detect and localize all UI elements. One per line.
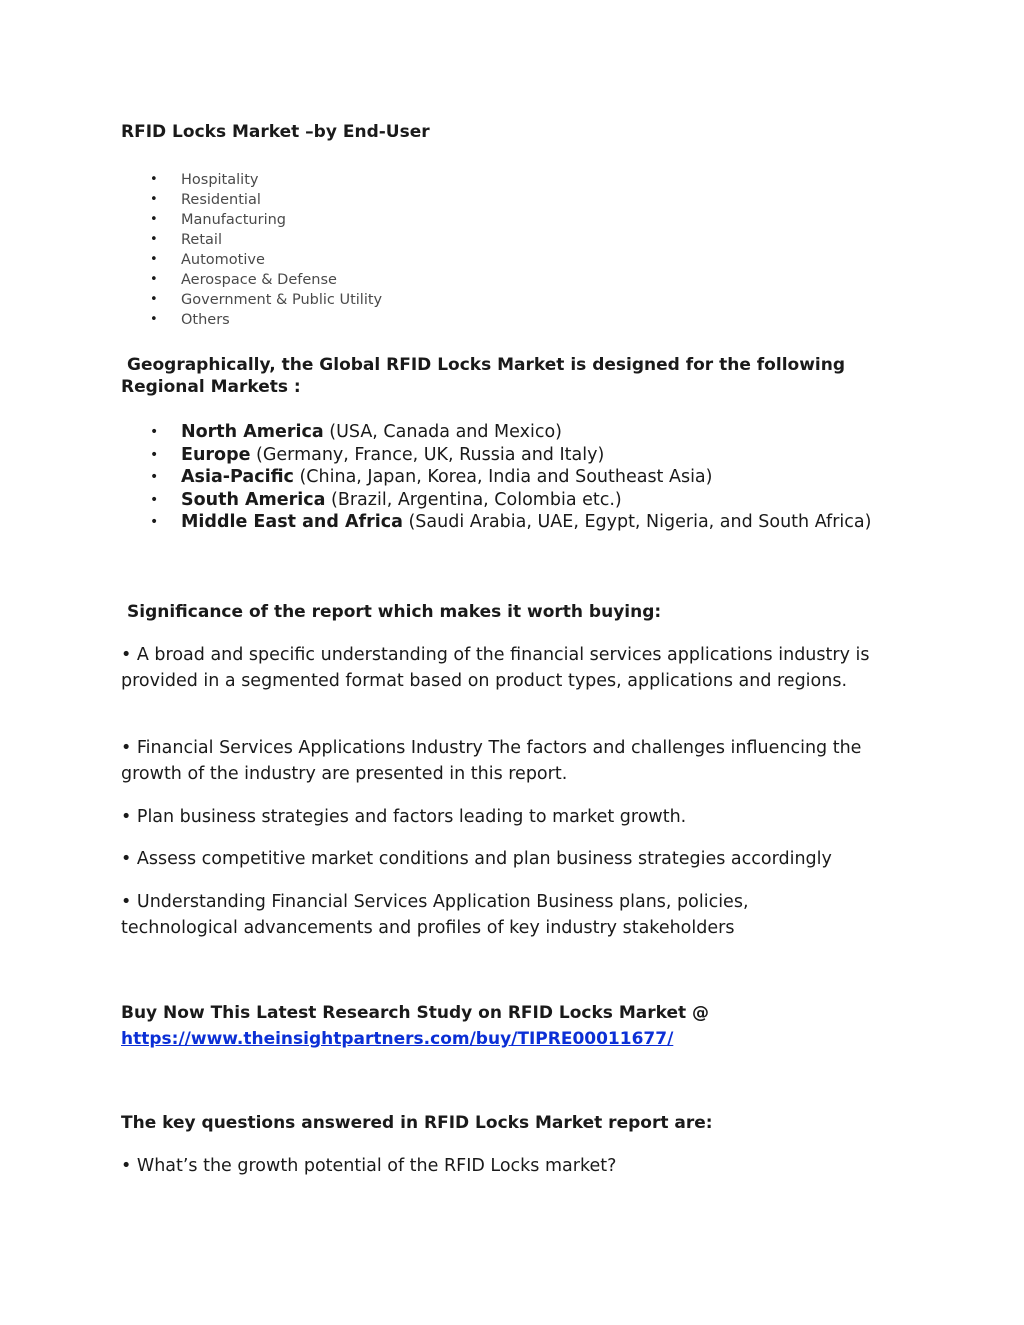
- bullet: •: [150, 292, 158, 307]
- end-user-heading: RFID Locks Market –by End-User: [121, 122, 430, 142]
- bullet: •: [150, 212, 158, 227]
- bullet: •: [150, 192, 158, 207]
- buy-link[interactable]: https://www.theinsightpartners.com/buy/TIPRE00011677/: [121, 1029, 674, 1049]
- bullet: •: [150, 491, 159, 508]
- bullet: •: [150, 272, 158, 287]
- significance-point: • Plan business strategies and factors leading to market growth.: [121, 807, 687, 827]
- bullet: •: [150, 172, 158, 187]
- list-item: • South America (Brazil, Argentina, Colombia etc.): [150, 489, 622, 510]
- bullet: •: [150, 252, 158, 267]
- bullet: •: [150, 424, 159, 440]
- list-item: • Asia-Pacific (China, Japan, Korea, India and Southeast Asia): [150, 467, 713, 487]
- bullet: •: [150, 312, 158, 327]
- bullet: •: [150, 232, 158, 247]
- buy-heading: Buy Now This Latest Research Study on RFID Locks Market @: [121, 1003, 710, 1023]
- bullet: •: [150, 446, 159, 463]
- significance-point: • Understanding Financial Services Application Business plans, policies, technological advancements and profiles of key industry stakeholders: [121, 892, 749, 938]
- list-item: • North America (USA, Canada and Mexico): [150, 422, 562, 442]
- geo-heading-line1: Geographically, the Global RFID Locks Market is designed for the following: [127, 355, 846, 375]
- significance-point: • Financial Services Applications Industry The factors and challenges influencing the growth of the industry are presented in this report.: [121, 738, 862, 784]
- document-page: RFID Locks Market –by End-User • Hospitality • Residential • Manufacturing • Retail • Automotive • Aerospace & Defense • Government & Public Utility • Others Geographically, the Global RFID Locks Market is designed for the following Regional Markets : • North America (USA, Canada and Mexico) • Europe (Germany, France, UK, Russia and Italy) • Asia-Pacific (China, Japan, Korea, India and Southeast Asia) • South America (Brazil, Argentina, Colombia etc.) • Middle East and Africa (Saudi Arabia, UAE, Egypt, Nigeria, and South Africa) Significance of the report which makes it worth buying: • A broad and specific understanding of the financial services applications industry is provided in a segmented format based on product types, applications and regions. • Financial Services Applications Industry The factors and challenges influencing the growth of the industry are presented in this report. • Plan business strategies and factors leading to market growth. • Assess competitive market conditions and plan business strategies accordingly • Understanding Financial Services Application Business plans, policies, technological advancements and profiles of key industry stakeholders Buy Now This Latest Research Study on RFID Locks Market @ https://www.theinsightpartners.com/buy/TIPRE00011677/ The key questions answered in RFID Locks Market report are: • What’s the growth potential of the RFID Locks market?: [0, 0, 1024, 1325]
- bullet: •: [150, 514, 159, 530]
- bullet: •: [150, 469, 159, 485]
- region-list: [0, 421, 900, 534]
- question-point: • What’s the growth potential of the RFID Locks market?: [121, 1156, 617, 1176]
- geo-heading-line2: Regional Markets :: [121, 377, 301, 397]
- significance-heading: Significance of the report which makes it worth buying:: [127, 602, 662, 622]
- list-item: • Europe (Germany, France, UK, Russia and Italy): [150, 444, 605, 465]
- questions-heading: The key questions answered in RFID Locks Market report are:: [121, 1113, 713, 1133]
- significance-point: • A broad and specific understanding of the financial services applications industry is provided in a segmented format based on product types, applications and regions.: [121, 645, 870, 691]
- list-item: • Middle East and Africa (Saudi Arabia, UAE, Egypt, Nigeria, and South Africa): [150, 512, 872, 532]
- geo-heading: [121, 354, 921, 398]
- significance-point: • Assess competitive market conditions and plan business strategies accordingly: [121, 849, 832, 869]
